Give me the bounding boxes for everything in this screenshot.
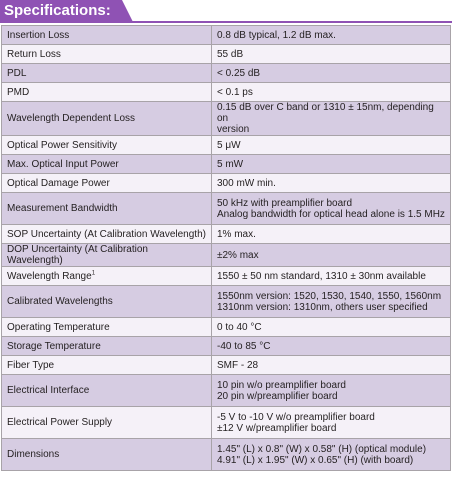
value-text: 1.45" (L) x 0.8" (W) x 0.58" (H) (optical module) 4.91" (L) x 1.95" (W) x 0.65" (H) (with board) [217, 443, 427, 466]
value-cell [212, 102, 451, 136]
param-label: Wavelength Range [7, 270, 92, 282]
param-label: DOP Uncertainty (At Calibration Wavelength) [7, 244, 148, 266]
section-title: Specifications: [4, 2, 111, 19]
param-label: Calibrated Wavelengths [7, 296, 113, 307]
param-cell [2, 174, 212, 193]
value-text: -40 to 85 °C [217, 340, 271, 352]
param-cell [2, 439, 212, 471]
param-cell [2, 407, 212, 439]
value-cell [212, 45, 451, 64]
table-row [2, 356, 451, 375]
param-label: Optical Power Sensitivity [7, 139, 118, 151]
value-cell [212, 439, 451, 471]
value-cell [212, 83, 451, 102]
value-text: -5 V to -10 V w/o preamplifier board ±12 V w/preamplifier board [217, 411, 375, 434]
value-text: 0.8 dB typical, 1.2 dB max. [217, 29, 336, 41]
table-row [2, 83, 451, 102]
header-rule [0, 21, 452, 23]
table-row [2, 102, 451, 136]
table-row [2, 286, 451, 318]
param-cell [2, 375, 212, 407]
param-label: Measurement Bandwidth [7, 203, 118, 214]
value-cell [212, 267, 451, 286]
param-label: Dimensions [7, 449, 60, 460]
param-cell [2, 356, 212, 375]
value-cell [212, 407, 451, 439]
table-row [2, 64, 451, 83]
table-row [2, 193, 451, 225]
param-label: Operating Temperature [7, 321, 110, 333]
param-cell [2, 193, 212, 225]
param-label: SOP Uncertainty (At Calibration Wavelength) [7, 228, 206, 240]
value-text: 1% max. [217, 228, 256, 240]
table-row [2, 407, 451, 439]
value-cell [212, 244, 451, 267]
value-text: 55 dB [217, 48, 244, 60]
value-cell [212, 64, 451, 83]
param-label: PDL [7, 67, 27, 79]
value-cell [212, 225, 451, 244]
table-row [2, 244, 451, 267]
param-label: Electrical Power Supply [7, 417, 113, 428]
table-row [2, 375, 451, 407]
value-cell [212, 155, 451, 174]
param-cell [2, 64, 212, 83]
param-cell [2, 26, 212, 45]
value-text: 10 pin w/o preamplifier board 20 pin w/preamplifier board [217, 379, 346, 402]
param-cell [2, 136, 212, 155]
value-text: 0 to 40 °C [217, 321, 262, 333]
param-label: PMD [7, 86, 30, 98]
value-cell [212, 286, 451, 318]
value-cell [212, 337, 451, 356]
param-cell [2, 267, 212, 286]
param-label: Insertion Loss [7, 29, 70, 41]
value-text: 5 μW [217, 139, 241, 151]
value-text: 50 kHz with preamplifier board Analog bandwidth for optical head alone is 1.5 MHz [217, 197, 445, 220]
param-cell [2, 244, 212, 267]
value-cell [212, 318, 451, 337]
table-row [2, 225, 451, 244]
value-cell [212, 174, 451, 193]
value-text: SMF - 28 [217, 359, 259, 371]
table-row [2, 136, 451, 155]
param-label: Wavelength Dependent Loss [7, 113, 136, 124]
value-text: 300 mW min. [217, 177, 276, 189]
value-text: 1550nm version: 1520, 1530, 1540, 1550, 1560nm 1310nm version: 1310nm, others user specified [217, 290, 442, 313]
param-cell [2, 102, 212, 136]
value-cell [212, 26, 451, 45]
value-text: < 0.1 ps [217, 86, 253, 98]
value-cell [212, 136, 451, 155]
param-label: Return Loss [7, 48, 61, 60]
value-text: 0.15 dB over C band or 1310 ± 15nm, depending on version [217, 102, 434, 135]
param-label: Storage Temperature [7, 340, 101, 352]
value-cell [212, 356, 451, 375]
param-label: Max. Optical Input Power [7, 158, 119, 170]
param-cell [2, 286, 212, 318]
param-cell [2, 318, 212, 337]
table-row [2, 439, 451, 471]
value-cell [212, 375, 451, 407]
param-label: Electrical Interface [7, 385, 90, 396]
param-cell [2, 225, 212, 244]
table-row [2, 337, 451, 356]
table-row [2, 318, 451, 337]
value-cell [212, 193, 451, 225]
footnote-marker: 1 [91, 270, 96, 277]
param-label: Fiber Type [7, 359, 55, 371]
param-cell [2, 45, 212, 64]
value-text: 5 mW [217, 158, 244, 170]
specifications-table [1, 25, 451, 471]
table-row [2, 174, 451, 193]
param-label: Optical Damage Power [7, 177, 110, 189]
param-cell [2, 337, 212, 356]
table-row [2, 45, 451, 64]
value-text: 1550 ± 50 nm standard, 1310 ± 30nm available [217, 270, 426, 282]
value-text: < 0.25 dB [217, 67, 261, 79]
table-row [2, 26, 451, 45]
param-cell [2, 83, 212, 102]
table-row [2, 267, 451, 286]
value-text: ±2% max [217, 249, 259, 261]
param-cell [2, 155, 212, 174]
table-row [2, 155, 451, 174]
